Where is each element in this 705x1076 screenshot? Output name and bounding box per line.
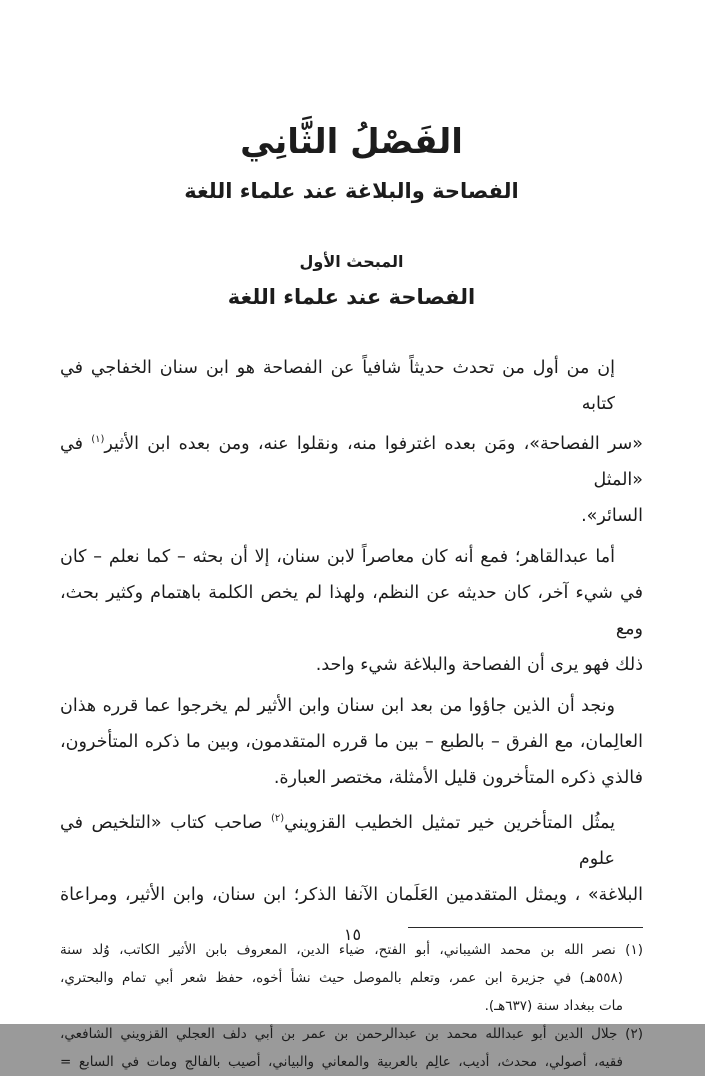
paragraph-4-line-2: البلاغة» ، ويمثل المتقدمين العَلَمان الآنفا الذكر؛ ابن سنان، وابن الأثير، ومراعاة — [60, 885, 643, 905]
footnote-1-line-1: (١) نصر الله بن محمد الشيباني، أبو الفتح، ضياء الدين، المعروف بابن الأثير الكاتب، وُلد سنة — [60, 942, 643, 958]
paragraph-2-line-2: في شيء آخر، كان حديثه عن النظم، ولهذا لم يخص الكلمة باهتمام وكثير بحث، ومع — [60, 583, 643, 639]
footnote-2-line-1: (٢) جلال الدين أبو عبدالله محمد بن عبدالرحمن بن عمر بن أبي دلف العجلي القزويني الشافعي، — [60, 1026, 643, 1042]
footnote-2 — [60, 1020, 643, 1076]
body-text — [60, 350, 643, 913]
page-content — [60, 0, 643, 1076]
footnote-1-line-3: مات ببغداد سنة (٦٣٧هـ). — [484, 998, 623, 1014]
paragraph-1 — [60, 350, 643, 534]
paragraph-3-line-1: ونجد أن الذين جاؤوا من بعد ابن سنان وابن الأثير لم يخرجوا عما قرره هذان — [60, 696, 615, 716]
paragraph-4-line-1-text-b: صاحب كتاب «التلخيص في علوم — [60, 813, 615, 869]
paragraph-1-line-2-text: «سر الفصاحة»، ومَن بعده اغترفوا منه، ونقلوا عنه، ومن بعده ابن الأثير — [104, 434, 643, 454]
footnote-ref-1: (١) — [91, 434, 105, 445]
paragraph-3 — [60, 688, 643, 796]
chapter-title: الفَصْلُ الثَّانِي — [240, 122, 463, 162]
paragraph-3-line-3: فالذي ذكره المتأخرون قليل الأمثلة، مختصر العبارة. — [273, 768, 643, 788]
paragraph-4-line-1-text: يمثُل المتأخرين خير تمثيل الخطيب القزويني — [284, 813, 615, 833]
footnotes — [60, 936, 643, 1076]
footnote-1-line-2: (٥٥٨هـ) في جزيرة ابن عمر، وتعلم بالموصل حيث نشأ أخوه، حفظ شعر أبي تمام والبحتري، — [60, 970, 623, 986]
footnote-ref-2: (٢) — [270, 813, 285, 824]
paragraph-2-line-1: أما عبدالقاهر؛ فمع أنه كان معاصراً لابن سنان، إلا أن بحثه – كما نعلم – كان — [60, 547, 615, 567]
paragraph-4 — [60, 801, 643, 913]
paragraph-1-line-2-text-b: في «المثل — [60, 434, 643, 490]
footnote-2-line-2: فقيه، أصولي، محدث، أديب، عالِم بالعربية والمعاني والبياني، أصيب بالفالج ومات في السابع = — [60, 1054, 623, 1070]
paragraph-3-line-2: العالِمان، مع الفرق – بالطبع – بين ما قرره المتقدمون، وبين ما ذكره المتأخرون، — [60, 732, 643, 752]
paragraph-2-line-3: ذلك فهو يرى أن الفصاحة والبلاغة شيء واحد. — [315, 655, 643, 675]
paragraph-1-line-1: إن من أول من تحدث حديثاً شافياً عن الفصاحة هو ابن سنان الخفاجي في كتابه — [60, 358, 615, 414]
chapter-subtitle: الفصاحة والبلاغة عند علماء اللغة — [184, 179, 519, 203]
paragraph-1-line-3: السائر». — [581, 506, 643, 526]
paragraph-2 — [60, 539, 643, 683]
section-label: المبحث الأول — [299, 252, 404, 271]
footnote-1 — [60, 936, 643, 1020]
paragraph-4-line-1 — [60, 801, 643, 877]
section-title: الفصاحة عند علماء اللغة — [227, 285, 476, 309]
page-number: ١٥ — [343, 925, 362, 944]
paragraph-1-line-2 — [60, 422, 643, 498]
